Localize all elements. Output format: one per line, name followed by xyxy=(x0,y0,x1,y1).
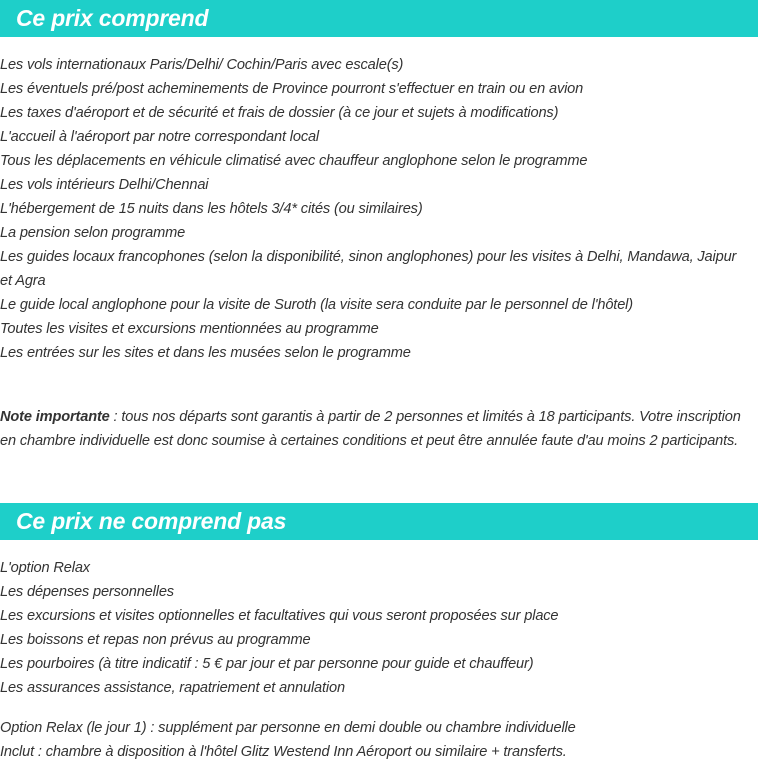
included-item: Le guide local anglophone pour la visite de Suroth (la visite sera conduite par le personnel de l'hôtel) xyxy=(0,297,633,313)
included-item: Les guides locaux francophones (selon la disponibilité, sinon anglophones) pour les visites à Delhi, Mandawa, Jaipur et Agra xyxy=(0,249,737,289)
included-item: Les vols internationaux Paris/Delhi/ Cochin/Paris avec escale(s) xyxy=(0,57,404,73)
excluded-list xyxy=(0,556,752,700)
included-item: Tous les déplacements en véhicule climatisé avec chauffeur anglophone selon le programme xyxy=(0,153,588,169)
included-item: Les entrées sur les sites et dans les musées selon le programme xyxy=(0,345,411,361)
included-item: L'hébergement de 15 nuits dans les hôtels 3/4* cités (ou similaires) xyxy=(0,201,423,217)
included-item: Les taxes d'aéroport et de sécurité et frais de dossier (à ce jour et sujets à modifications) xyxy=(0,105,559,121)
important-note-label: Note importante xyxy=(0,409,110,425)
section-title-included: Ce prix comprend xyxy=(16,5,209,31)
excluded-item: Les boissons et repas non prévus au programme xyxy=(0,632,311,648)
option-relax-block xyxy=(0,716,752,764)
section-header-included xyxy=(0,0,758,37)
excluded-item: Les pourboires (à titre indicatif : 5 € par jour et par personne pour guide et chauffeur) xyxy=(0,656,534,672)
excluded-item: Les dépenses personnelles xyxy=(0,584,174,600)
important-note-text: : tous nos départs sont garantis à partir de 2 personnes et limités à 18 participants. Votre inscription en chambre individuelle est donc soumise à certaines conditions et peut être annulée faute d'au moins 2 participants. xyxy=(0,409,741,449)
included-item: Les éventuels pré/post acheminements de Province pourront s'effectuer en train ou en avion xyxy=(0,81,584,97)
option-relax-line: Inclut : chambre à disposition à l'hôtel Glitz Westend Inn Aéroport ou similaire + transferts. xyxy=(0,744,567,760)
included-item: Toutes les visites et excursions mentionnées au programme xyxy=(0,321,379,337)
option-relax-line: Option Relax (le jour 1) : supplément par personne en demi double ou chambre individuelle xyxy=(0,720,576,736)
included-item: L'accueil à l'aéroport par notre correspondant local xyxy=(0,129,320,145)
important-note-paragraph xyxy=(0,405,752,453)
excluded-item: L'option Relax xyxy=(0,560,90,576)
important-note xyxy=(0,405,752,453)
included-item: Les vols intérieurs Delhi/Chennai xyxy=(0,177,209,193)
excluded-item: Les assurances assistance, rapatriement et annulation xyxy=(0,680,345,696)
section-header-excluded xyxy=(0,503,758,540)
included-list xyxy=(0,53,752,365)
excluded-item: Les excursions et visites optionnelles et facultatives qui vous seront proposées sur place xyxy=(0,608,559,624)
included-item: La pension selon programme xyxy=(0,225,186,241)
section-title-excluded: Ce prix ne comprend pas xyxy=(16,508,287,534)
